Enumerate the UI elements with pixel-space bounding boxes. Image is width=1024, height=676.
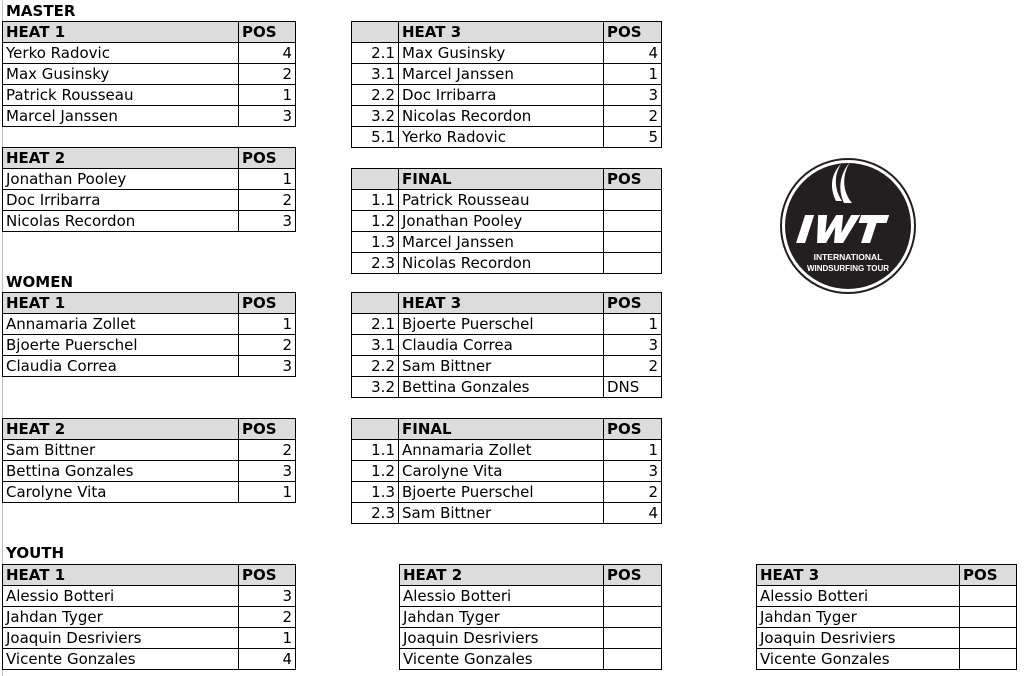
- rider-name: Sam Bittner: [399, 356, 604, 377]
- rider-name: Yerko Radovic: [399, 127, 604, 148]
- table-row: [352, 440, 662, 461]
- rider-name: Claudia Correa: [3, 356, 239, 377]
- rider-pos: 5: [604, 127, 662, 148]
- table-header-row: [3, 293, 296, 314]
- master-final-table: [351, 168, 662, 274]
- rider-name: Sam Bittner: [399, 503, 604, 524]
- rider-seed: 2.2: [352, 356, 399, 377]
- heat-title: HEAT 2: [3, 419, 239, 440]
- pos-header: POS: [239, 293, 296, 314]
- rider-name: Vicente Gonzales: [757, 649, 960, 670]
- table-row: [3, 628, 296, 649]
- youth-heat2-table: [399, 564, 662, 670]
- seed-header: [352, 419, 399, 440]
- rider-pos: 2: [604, 482, 662, 503]
- table-row: [3, 482, 296, 503]
- table-row: [3, 43, 296, 64]
- youth-heat3-table: [756, 564, 1017, 670]
- table-row: [400, 586, 662, 607]
- rider-name: Jahdan Tyger: [757, 607, 960, 628]
- heat-title: HEAT 3: [399, 293, 604, 314]
- rider-pos: [604, 649, 662, 670]
- rider-pos: [604, 190, 662, 211]
- rider-seed: 2.1: [352, 314, 399, 335]
- rider-pos: [960, 607, 1017, 628]
- rider-name: Bjoerte Puerschel: [3, 335, 239, 356]
- rider-pos: 2: [604, 106, 662, 127]
- table-row: [400, 649, 662, 670]
- table-row: [3, 64, 296, 85]
- table-row: [3, 169, 296, 190]
- table-row: [352, 85, 662, 106]
- logo-line2: WINDSURFING TOUR: [806, 264, 890, 273]
- pos-header: POS: [960, 565, 1017, 586]
- rider-seed: 5.1: [352, 127, 399, 148]
- rider-name: Vicente Gonzales: [400, 649, 604, 670]
- table-row: [3, 649, 296, 670]
- rider-name: Carolyne Vita: [3, 482, 239, 503]
- rider-pos: [960, 649, 1017, 670]
- rider-name: Joaquin Desriviers: [3, 628, 239, 649]
- rider-seed: 2.2: [352, 85, 399, 106]
- iwt-logo: [780, 157, 916, 295]
- heat-title: HEAT 2: [3, 148, 239, 169]
- rider-seed: 3.2: [352, 106, 399, 127]
- table-header-row: [352, 293, 662, 314]
- rider-name: Max Gusinsky: [3, 64, 239, 85]
- seed-header: [352, 22, 399, 43]
- rider-pos: [604, 253, 662, 274]
- table-row: [3, 335, 296, 356]
- rider-seed: 1.1: [352, 440, 399, 461]
- heat-title: HEAT 1: [3, 293, 239, 314]
- rider-name: Joaquin Desriviers: [400, 628, 604, 649]
- rider-name: Nicolas Recordon: [399, 106, 604, 127]
- rider-pos: [604, 628, 662, 649]
- table-header-row: [400, 565, 662, 586]
- table-row: [352, 377, 662, 398]
- table-row: [757, 607, 1017, 628]
- pos-header: POS: [604, 293, 662, 314]
- rider-pos: 1: [239, 169, 296, 190]
- table-row: [352, 106, 662, 127]
- table-row: [3, 607, 296, 628]
- rider-seed: 2.3: [352, 253, 399, 274]
- table-row: [3, 314, 296, 335]
- rider-seed: 3.1: [352, 64, 399, 85]
- pos-header: POS: [239, 565, 296, 586]
- women-final-table: [351, 418, 662, 524]
- rider-seed: 2.3: [352, 503, 399, 524]
- rider-pos: [960, 628, 1017, 649]
- table-row: [352, 127, 662, 148]
- rider-name: Marcel Janssen: [399, 64, 604, 85]
- table-row: [3, 190, 296, 211]
- table-header-row: [3, 419, 296, 440]
- rider-pos: 3: [239, 106, 296, 127]
- rider-name: Joaquin Desriviers: [757, 628, 960, 649]
- table-row: [352, 190, 662, 211]
- rider-name: Bjoerte Puerschel: [399, 482, 604, 503]
- table-header-row: [352, 419, 662, 440]
- rider-pos: 1: [239, 85, 296, 106]
- rider-seed: 1.3: [352, 232, 399, 253]
- table-row: [3, 586, 296, 607]
- rider-pos: 1: [239, 482, 296, 503]
- table-header-row: [352, 169, 662, 190]
- rider-name: Alessio Botteri: [757, 586, 960, 607]
- table-row: [757, 586, 1017, 607]
- rider-pos: 3: [239, 211, 296, 232]
- section-title-women: WOMEN: [6, 273, 74, 291]
- heat-title: HEAT 3: [757, 565, 960, 586]
- rider-name: Bettina Gonzales: [399, 377, 604, 398]
- table-row: [352, 461, 662, 482]
- rider-pos: [604, 607, 662, 628]
- table-row: [352, 43, 662, 64]
- rider-pos: [960, 586, 1017, 607]
- rider-name: Patrick Rousseau: [399, 190, 604, 211]
- rider-pos: 1: [604, 64, 662, 85]
- heat-title: FINAL: [399, 169, 604, 190]
- rider-seed: 1.3: [352, 482, 399, 503]
- rider-pos: 3: [239, 586, 296, 607]
- rider-pos: [604, 586, 662, 607]
- pos-header: POS: [604, 22, 662, 43]
- rider-name: Bjoerte Puerschel: [399, 314, 604, 335]
- rider-seed: 1.1: [352, 190, 399, 211]
- table-row: [3, 356, 296, 377]
- table-row: [3, 106, 296, 127]
- rider-name: Jonathan Pooley: [399, 211, 604, 232]
- table-row: [757, 628, 1017, 649]
- rider-name: Jahdan Tyger: [400, 607, 604, 628]
- rider-pos: 1: [604, 314, 662, 335]
- rider-seed: 1.2: [352, 211, 399, 232]
- table-row: [757, 649, 1017, 670]
- seed-header: [352, 293, 399, 314]
- table-row: [3, 211, 296, 232]
- table-header-row: [3, 148, 296, 169]
- table-row: [352, 211, 662, 232]
- seed-header: [352, 169, 399, 190]
- master-heat3-table: [351, 21, 662, 148]
- rider-pos: 1: [239, 628, 296, 649]
- rider-pos: 2: [239, 607, 296, 628]
- rider-pos: 2: [239, 64, 296, 85]
- heat-title: FINAL: [399, 419, 604, 440]
- table-header-row: [3, 22, 296, 43]
- pos-header: POS: [604, 565, 662, 586]
- rider-name: Marcel Janssen: [3, 106, 239, 127]
- table-row: [352, 314, 662, 335]
- rider-pos: 4: [604, 43, 662, 64]
- rider-pos: [604, 232, 662, 253]
- pos-header: POS: [239, 148, 296, 169]
- rider-name: Alessio Botteri: [3, 586, 239, 607]
- pos-header: POS: [239, 22, 296, 43]
- rider-name: Yerko Radovic: [3, 43, 239, 64]
- rider-name: Bettina Gonzales: [3, 461, 239, 482]
- section-title-master: MASTER: [6, 2, 76, 20]
- table-row: [3, 461, 296, 482]
- rider-pos: 2: [239, 335, 296, 356]
- rider-seed: 1.2: [352, 461, 399, 482]
- pos-header: POS: [604, 419, 662, 440]
- rider-name: Annamaria Zollet: [399, 440, 604, 461]
- heat-title: HEAT 2: [400, 565, 604, 586]
- table-row: [352, 335, 662, 356]
- table-row: [352, 482, 662, 503]
- rider-pos: 3: [239, 461, 296, 482]
- rider-pos: 3: [604, 85, 662, 106]
- rider-name: Nicolas Recordon: [399, 253, 604, 274]
- rider-seed: 2.1: [352, 43, 399, 64]
- rider-pos: 4: [239, 649, 296, 670]
- table-header-row: [757, 565, 1017, 586]
- rider-pos: 4: [604, 503, 662, 524]
- logo-line1: INTERNATIONAL: [813, 252, 883, 262]
- pos-header: POS: [239, 419, 296, 440]
- rider-seed: 3.1: [352, 335, 399, 356]
- rider-name: Vicente Gonzales: [3, 649, 239, 670]
- rider-name: Patrick Rousseau: [3, 85, 239, 106]
- rider-name: Sam Bittner: [3, 440, 239, 461]
- rider-pos: 3: [604, 335, 662, 356]
- rider-pos: 2: [604, 356, 662, 377]
- women-heat3-table: [351, 292, 662, 398]
- table-row: [352, 232, 662, 253]
- pos-header: POS: [604, 169, 662, 190]
- rider-name: Annamaria Zollet: [3, 314, 239, 335]
- heat-title: HEAT 3: [399, 22, 604, 43]
- rider-pos: 4: [239, 43, 296, 64]
- table-header-row: [352, 22, 662, 43]
- rider-name: Jahdan Tyger: [3, 607, 239, 628]
- rider-pos: 1: [604, 440, 662, 461]
- rider-pos: 2: [239, 190, 296, 211]
- rider-name: Marcel Janssen: [399, 232, 604, 253]
- section-title-youth: YOUTH: [6, 544, 65, 562]
- heat-title: HEAT 1: [3, 565, 239, 586]
- rider-pos: 3: [239, 356, 296, 377]
- table-row: [400, 628, 662, 649]
- rider-name: Alessio Botteri: [400, 586, 604, 607]
- table-row: [352, 356, 662, 377]
- master-heat2-table: [2, 147, 296, 232]
- rider-name: Max Gusinsky: [399, 43, 604, 64]
- rider-pos: 1: [239, 314, 296, 335]
- rider-name: Claudia Correa: [399, 335, 604, 356]
- women-heat1-table: [2, 292, 296, 377]
- table-row: [352, 503, 662, 524]
- rider-name: Doc Irribarra: [399, 85, 604, 106]
- rider-pos: 3: [604, 461, 662, 482]
- rider-pos: [604, 211, 662, 232]
- rider-seed: 3.2: [352, 377, 399, 398]
- rider-pos: DNS: [604, 377, 662, 398]
- rider-name: Jonathan Pooley: [3, 169, 239, 190]
- table-row: [3, 85, 296, 106]
- table-row: [352, 64, 662, 85]
- women-heat2-table: [2, 418, 296, 503]
- rider-pos: 2: [239, 440, 296, 461]
- table-row: [3, 440, 296, 461]
- table-row: [400, 607, 662, 628]
- master-heat1-table: [2, 21, 296, 127]
- table-header-row: [3, 565, 296, 586]
- youth-heat1-table: [2, 564, 296, 670]
- heat-title: HEAT 1: [3, 22, 239, 43]
- rider-name: Carolyne Vita: [399, 461, 604, 482]
- rider-name: Nicolas Recordon: [3, 211, 239, 232]
- rider-name: Doc Irribarra: [3, 190, 239, 211]
- table-row: [352, 253, 662, 274]
